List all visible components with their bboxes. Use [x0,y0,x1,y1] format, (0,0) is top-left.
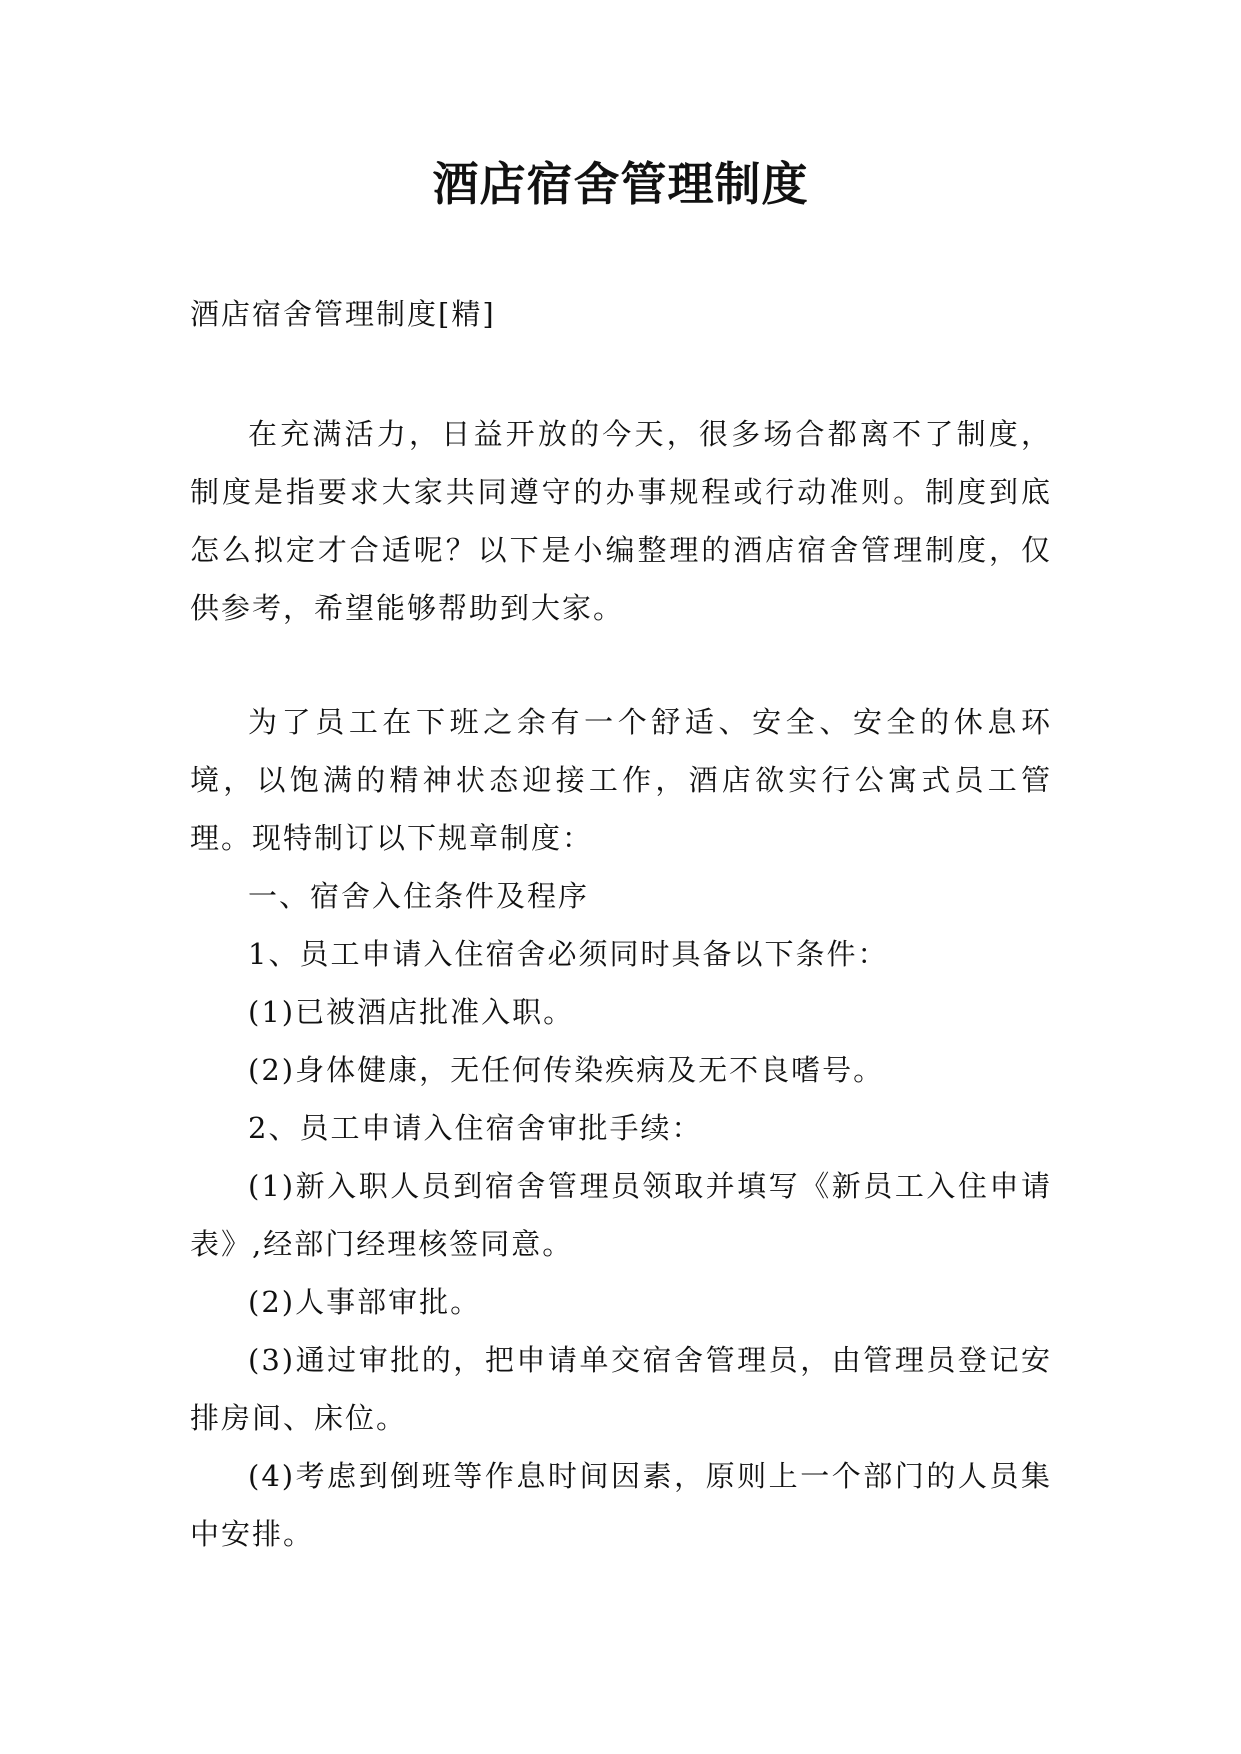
list-item: (2)人事部审批。 [248,1285,482,1319]
list-item: (1)已被酒店批准入职。 [248,995,575,1029]
list-item: 1、员工申请入住宿舍必须同时具备以下条件： [248,937,889,971]
intro-paragraph: 在充满活力，日益开放的今天，很多场合都离不了制度，制度是指要求大家共同遵守的办事规程或行动准则。制度到底怎么拟定才合适呢？以下是小编整理的酒店宿舍管理制度，仅供参考，希望能够帮助到大家。 [190,417,1052,625]
regulation-body [190,693,1052,1563]
list-item: (1)新入职人员到宿舍管理员领取并填写《新员工入住申请表》,经部门经理核签同意。 [190,1169,1052,1261]
document-subtitle: 酒店宿舍管理制度[精] [190,297,496,331]
list-item: (3)通过审批的，把申请单交宿舍管理员，由管理员登记安排房间、床位。 [190,1343,1052,1435]
section-heading-1: 一、宿舍入住条件及程序 [248,879,590,913]
document-title: 酒店宿舍管理制度 [432,157,809,211]
list-item: (2)身体健康，无任何传染疾病及无不良嗜号。 [248,1053,885,1087]
paragraph-purpose: 为了员工在下班之余有一个舒适、安全、安全的休息环境，以饱满的精神状态迎接工作，酒店欲实行公寓式员工管理。现特制订以下规章制度： [190,705,1052,855]
list-item: (4)考虑到倒班等作息时间因素，原则上一个部门的人员集中安排。 [190,1459,1052,1551]
list-item: 2、员工申请入住宿舍审批手续： [248,1111,703,1145]
